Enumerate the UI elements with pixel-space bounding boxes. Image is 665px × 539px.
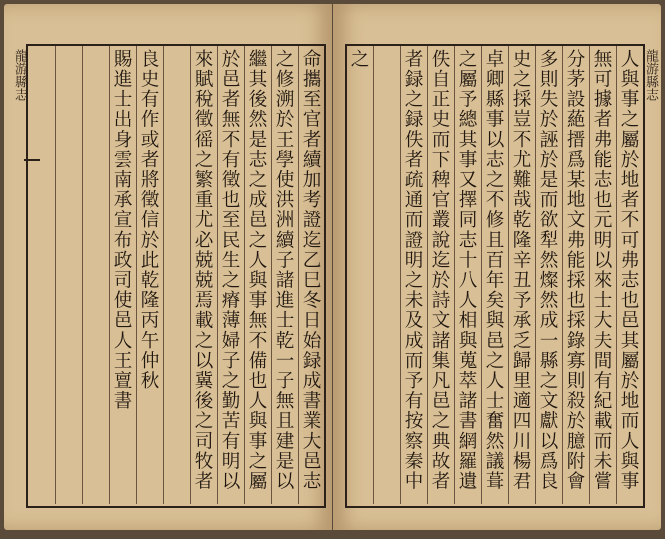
column-rule xyxy=(562,46,563,504)
column-rule xyxy=(82,46,83,504)
column-rule xyxy=(217,46,218,504)
column-rule xyxy=(589,46,590,504)
text-column: 於邑者無不有徵也至民生之瘠薄婦子之勤苦有明以 xyxy=(219,49,240,492)
text-column: 之屬予總其事又擇同志十八人相與蒐萃諸書網羅遺 xyxy=(456,49,477,492)
column-rule xyxy=(109,46,110,504)
text-column: 之 xyxy=(348,49,369,70)
text-column: 者録之録佚者疏通而證明之未及成而予有按察秦中 xyxy=(402,49,423,492)
left-fish-tail-rule xyxy=(24,159,40,161)
column-rule xyxy=(298,46,299,504)
text-column: 多則失於誣於是而欲犁然燦然成一縣之文獻以爲良 xyxy=(537,49,558,492)
column-rule xyxy=(136,46,137,504)
text-column: 良史有作或者將徵信於此乾隆丙午仲秋 xyxy=(138,49,159,391)
text-column: 分茅設蕝搢爲某地文弗能採也採錄寡則殺於臆附會 xyxy=(564,49,585,492)
right-page-margin-title: 龍游縣志 xyxy=(643,49,658,101)
column-rule xyxy=(400,46,401,504)
right-page xyxy=(333,4,661,530)
column-rule xyxy=(163,46,164,504)
column-rule xyxy=(481,46,482,504)
column-rule xyxy=(535,46,536,504)
text-column: 人與事之屬於地者不可弗志也邑其屬於地而人與事 xyxy=(618,49,639,492)
column-rule xyxy=(454,46,455,504)
text-column: 史之採豈不尤難哉乾隆辛丑予承乏歸里適四川楊君 xyxy=(510,49,531,492)
column-rule xyxy=(616,46,617,504)
text-column: 之修溯於王學使洪洲續子諸進士乾一子無且建是以 xyxy=(273,49,294,492)
column-rule xyxy=(373,46,374,504)
column-rule xyxy=(55,46,56,504)
text-column: 卓卿縣事以志之不修且百年矣與邑之人士奮然議葺 xyxy=(483,49,504,492)
left-page-margin-title: 龍游縣志 xyxy=(12,49,27,101)
text-column: 繼其後然是志之成邑之人與事無不備也人與事之屬 xyxy=(246,49,267,492)
text-column: 佚自正史而下稗官叢說迄於詩文諸集凡邑之典故者 xyxy=(429,49,450,492)
left-page xyxy=(4,4,332,530)
column-rule xyxy=(244,46,245,504)
text-column: 無可據者弗能志也元明以來士大夫間有紀載而未嘗 xyxy=(591,49,612,492)
column-rule xyxy=(427,46,428,504)
text-column: 來賦稅徵徭之繁重尤必兢兢焉載之以冀後之司牧者 xyxy=(192,49,213,492)
column-rule xyxy=(190,46,191,504)
text-column: 賜進士出身雲南承宣布政司使邑人王亶書 xyxy=(111,49,132,411)
column-rule xyxy=(271,46,272,504)
text-column: 命攜至官者續加考證迄乙巳冬日始録成書業大邑志 xyxy=(300,49,321,492)
column-rule xyxy=(508,46,509,504)
